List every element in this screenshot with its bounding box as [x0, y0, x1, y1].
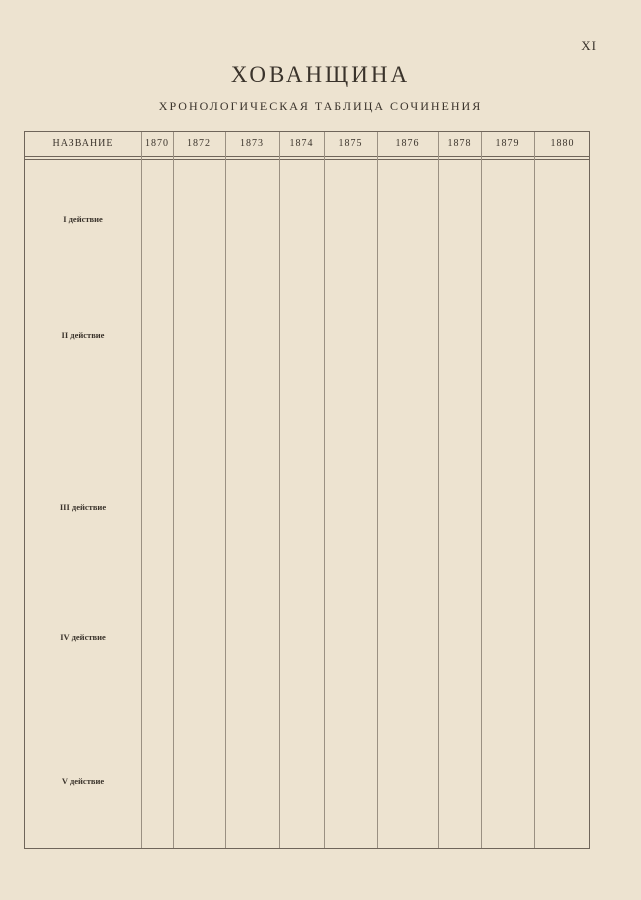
page-subtitle: ХРОНОЛОГИЧЕСКАЯ ТАБЛИЦА СОЧИНЕНИЯ [158, 99, 483, 113]
table-row [25, 242, 589, 256]
header-rule-double [25, 159, 589, 160]
header-year: 1872 [187, 138, 211, 149]
table-row [25, 484, 589, 498]
table-row [25, 428, 589, 442]
section-title: I действие [63, 214, 103, 224]
section-heading [25, 326, 589, 344]
table-row [25, 470, 589, 484]
table-row [25, 646, 589, 660]
table-row [25, 196, 589, 210]
table-row [25, 572, 589, 586]
table-row [25, 558, 589, 572]
table-row [25, 674, 589, 688]
header-rule [25, 156, 589, 157]
header-year: 1879 [495, 138, 520, 149]
header-name: НАЗВАНИЕ [52, 138, 114, 149]
header-year: 1874 [289, 138, 314, 149]
table-row [25, 298, 589, 312]
table-row [25, 168, 589, 182]
table-row [25, 790, 589, 804]
table-row [25, 832, 589, 846]
header-year: 1878 [447, 138, 472, 149]
table-row [25, 716, 589, 730]
header-year: 1880 [550, 138, 575, 149]
page-title: ХОВАНЩИНА [230, 62, 411, 87]
table-row [25, 530, 589, 544]
table-row [25, 414, 589, 428]
table-row [25, 358, 589, 372]
table-row [25, 730, 589, 744]
table-row [25, 586, 589, 600]
table-row [25, 516, 589, 530]
section-title: IV действие [60, 632, 106, 642]
table-row [25, 312, 589, 326]
table-row [25, 400, 589, 414]
table-body [25, 168, 589, 849]
section-heading [25, 628, 589, 646]
header-year: 1875 [338, 138, 363, 149]
section-heading [25, 772, 589, 790]
chronology-table [24, 131, 590, 849]
table-row [25, 270, 589, 284]
table-row [25, 228, 589, 242]
table-row [25, 456, 589, 470]
section-heading [25, 210, 589, 228]
header-year: 1870 [145, 138, 169, 149]
table-row [25, 600, 589, 614]
table-row [25, 804, 589, 818]
table-row [25, 442, 589, 456]
section-title: II действие [61, 330, 105, 340]
section-heading [25, 498, 589, 516]
table-row [25, 846, 589, 849]
table-row [25, 372, 589, 386]
table-row [25, 256, 589, 270]
table-row [25, 614, 589, 628]
table-row [25, 386, 589, 400]
page-number: XI [581, 38, 597, 53]
table-row [25, 702, 589, 716]
table-row [25, 284, 589, 298]
header-year: 1876 [395, 138, 420, 149]
table-row [25, 660, 589, 674]
table-row [25, 544, 589, 558]
table-row [25, 182, 589, 196]
table-row [25, 744, 589, 758]
section-title: III действие [59, 502, 107, 512]
header-year: 1873 [240, 138, 264, 149]
section-title: V действие [61, 776, 105, 786]
table-row [25, 344, 589, 358]
table-row [25, 758, 589, 772]
table-row [25, 688, 589, 702]
table-row [25, 818, 589, 832]
